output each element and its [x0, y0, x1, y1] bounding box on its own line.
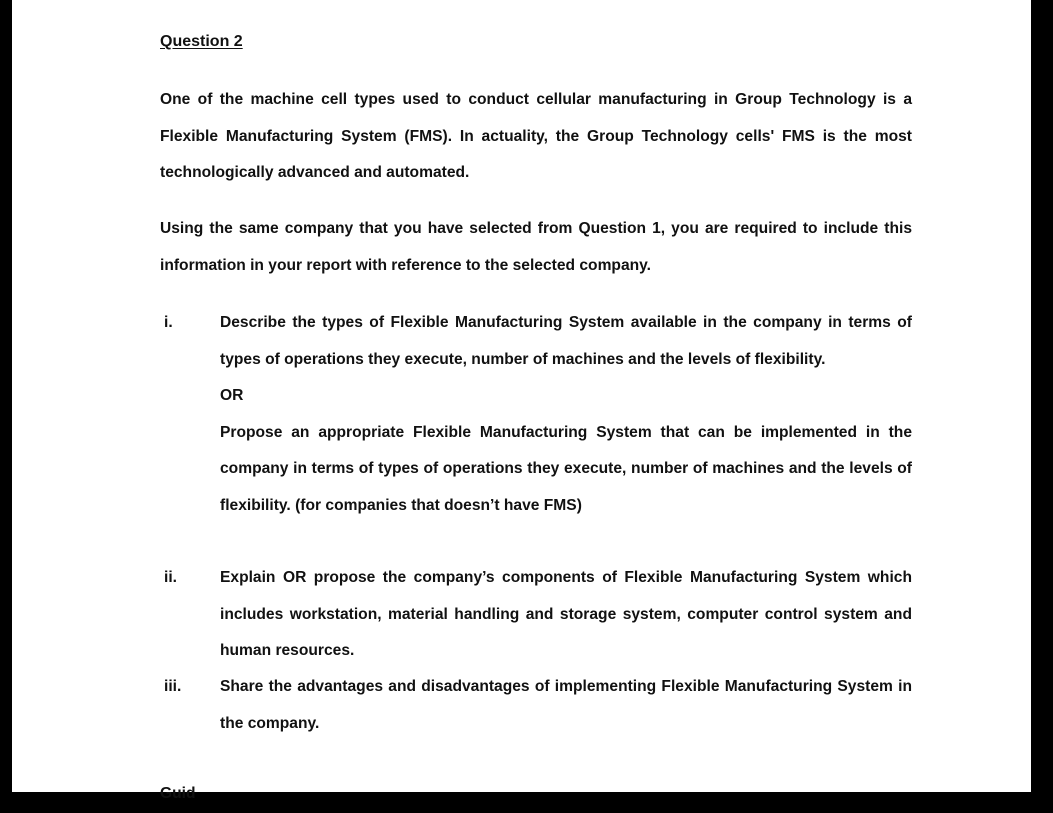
- or-separator: OR: [220, 387, 244, 404]
- document-page: [12, 0, 1031, 802]
- list-item-body: [220, 305, 912, 524]
- question-heading: Question 2: [160, 33, 243, 50]
- list-marker: iii.: [164, 678, 182, 695]
- list-item-body: [220, 669, 912, 742]
- item-text: Explain OR propose the company’s components of Flexible Manufacturing System which includes workstation, material handling and storage system, computer control system and human resources.: [220, 569, 912, 659]
- item-text: Share the advantages and disadvantages of implementing Flexible Manufacturing System in the company.: [220, 678, 912, 732]
- item-text: Describe the types of Flexible Manufacturing System available in the company in terms of types of operations they execute, number of machines and the levels of flexibility.: [220, 314, 912, 368]
- list-marker: i.: [164, 314, 173, 331]
- list-item-body: [220, 560, 912, 670]
- instruction-paragraph: Using the same company that you have selected from Question 1, you are required to include this information in your report with reference to the selected company.: [160, 220, 912, 274]
- list-marker: ii.: [164, 569, 177, 586]
- cut-off-text: Guid: [160, 785, 196, 802]
- item-alternative-text: Propose an appropriate Flexible Manufacturing System that can be implemented in the company in terms of types of operations they execute, number of machines and the levels of flexibility. (for companies that doesn’t have FMS): [220, 423, 912, 514]
- intro-paragraph: One of the machine cell types used to conduct cellular manufacturing in Group Technology is a Flexible Manufacturing System (FMS). In actuality, the Group Technology cells' FMS is the most technologically advanced and automated.: [160, 91, 912, 181]
